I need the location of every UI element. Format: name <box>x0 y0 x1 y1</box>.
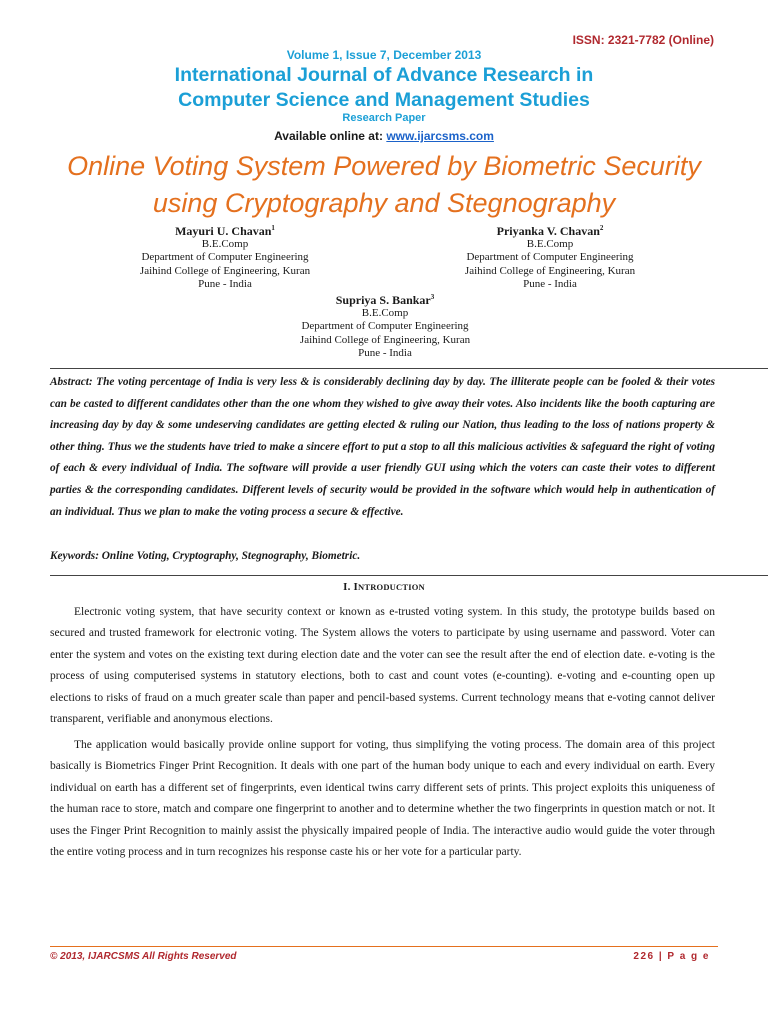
author-degree: B.E.Comp <box>201 238 249 250</box>
volume-issue: Volume 1, Issue 7, December 2013 <box>286 48 482 62</box>
author-affiliation-mark: 1 <box>271 224 275 232</box>
divider-bottom <box>50 575 768 576</box>
available-label: Available online at: <box>274 129 383 143</box>
available-online <box>0 129 768 143</box>
page-number <box>633 951 710 962</box>
author-name: Priyanka V. Chavan$^2$ <box>496 224 604 238</box>
journal-name <box>0 63 768 113</box>
paper-title-line2: using Cryptography and Stegnography <box>152 188 616 218</box>
section-number: I. <box>343 581 351 593</box>
issn-online: (Online) <box>668 33 714 47</box>
author-college: Jaihind College of Engineering, Kuran <box>299 333 471 346</box>
abstract: Abstract: The voting percentage of India is very less & is considerably declining day by day. The illiterate people can be fooled & their votes can be casted to different candidates other than the one whom they wished to give away their votes. Also incidents like the booth capturing are increasing day by day & some undeserving candidates are getting elected & ruling our Nation, thus leading to the loss of nations property & other thing. Thus we the students have tried to make a sincere effort to put a stop to all this malicious activities & safeguard the right of voting of each & every individual of India. The software will provide a user friendly GUI using which the voters can caste their votes to different parties & the corresponding candidates. Different levels of security would be provided in the software which would help in authentication of an individual. Thus we plan to make the voting process a secure & effective. <box>50 376 715 518</box>
paper-title-line1: Online Voting System Powered by Biometric Security <box>67 151 701 181</box>
author-affiliation-mark: 3 <box>430 293 435 301</box>
divider-top <box>50 368 768 369</box>
keywords: Keywords: Online Voting, Cryptography, Stegnography, Biometric. <box>50 550 361 562</box>
author-college: Jaihind College of Engineering, Kuran <box>139 264 311 277</box>
paper-type: Research Paper <box>342 112 426 124</box>
author-block-2 <box>420 221 680 292</box>
intro-paragraph-2: The application would basically provide online support for voting, thus simplifying the voting process. The domain area of this project basically is Biometrics Finger Print Recognition. It deals with one part of the human body unique to each and every individual on earth. Every individual on earth has a different set of fingerprints, even identical twins carry different sets of prints. This project exploits this uniqueness of the human race to store, match and compare one fingerprint to another and to determine whether the two fingerprints in question match or not. It uses the Finger Print Recognition to mainly assist the physically impaired people of India. The interactive audio would guide the voter through the entire voting process and in turn recognizes his response caste his or her vote for a particular party. <box>50 739 715 859</box>
author-name: Supriya S. Bankar$^3$ <box>335 293 435 307</box>
page-number-value: 226 <box>633 951 655 962</box>
author-block-1 <box>95 221 355 292</box>
author-name: Mayuri U. Chavan$^1$ <box>175 224 275 238</box>
footer-divider <box>50 946 718 947</box>
page-label: | P a g e <box>658 951 710 962</box>
section-title-rest: NTRODUCTION <box>357 582 425 592</box>
author-department: Department of Computer Engineering <box>301 320 469 333</box>
author-location: Pune - India <box>358 347 412 360</box>
author-block-3 <box>255 290 515 361</box>
journal-name-line1: International Journal of Advance Research in <box>174 64 594 86</box>
author-degree: B.E.Comp <box>526 238 574 250</box>
intro-paragraph-1: Electronic voting system, that have security context or known as e-trusted voting system. In this study, the prototype builds based on secured and trusted framework for electronic voting. The System allows the voters to participate by using username and password. Voter can enter the system and votes on the existing text during election date and the voter can see the result after the end of election date. e-voting is the process of using computerised systems in statutory elections, both to cast and count votes (e-counting). e-voting and e-counting open up elections to risks of fraud on a much greater scale than paper and pencil-based systems. Current technology means that e-voting cannot deliver transparent, verifiable and anonymous elections. <box>50 606 715 726</box>
journal-website-link[interactable]: www.ijarcsms.com <box>386 129 494 143</box>
section-heading <box>0 581 768 593</box>
issn <box>573 33 714 47</box>
author-location: Pune - India <box>523 278 577 291</box>
author-department: Department of Computer Engineering <box>141 251 309 264</box>
author-department: Department of Computer Engineering <box>466 251 634 264</box>
author-location: Pune - India <box>198 278 252 291</box>
author-affiliation-mark: 2 <box>599 224 604 232</box>
copyright: © 2013, IJARCSMS All Rights Reserved <box>50 951 237 962</box>
author-college: Jaihind College of Engineering, Kuran <box>464 264 636 277</box>
issn-number: ISSN: 2321-7782 <box>572 33 666 47</box>
author-degree: B.E.Comp <box>361 307 409 319</box>
paper-title <box>0 148 768 222</box>
journal-name-line2: Computer Science and Management Studies <box>178 89 590 111</box>
section-first-letter: I <box>353 581 358 593</box>
